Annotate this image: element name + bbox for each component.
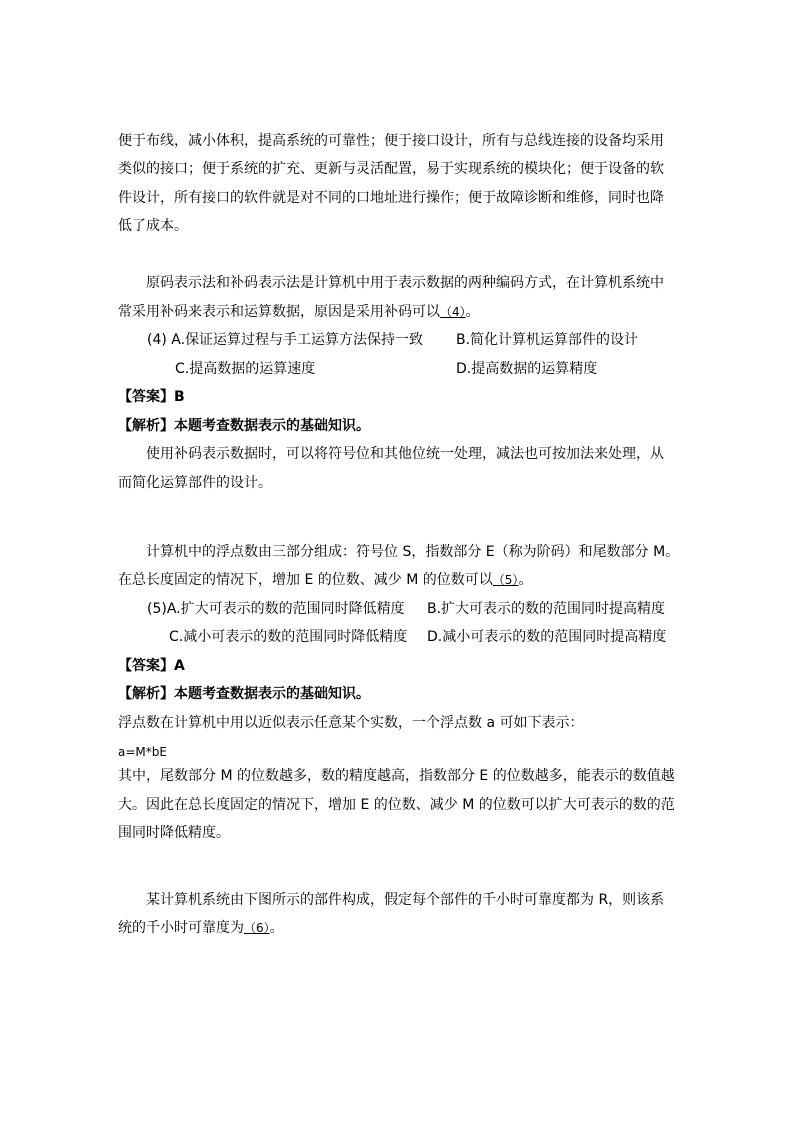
para1-line-4: 低了成本。 (118, 218, 188, 234)
q5-option-b: B.扩大可表示的数的范围同时提高精度 (427, 601, 666, 617)
q6-blank: （6） (244, 921, 270, 935)
q4-analysis-line-2: 而简化运算部件的设计。 (118, 475, 272, 491)
q4-stem-suffix: 。 (465, 304, 480, 320)
q4-stem-line-1: 原码表示法和补码表示法是计算机中用于表示数据的两种编码方式，在计算机系统中 (146, 275, 664, 291)
q4-answer: 【答案】B (118, 389, 185, 405)
q4-option-c: C.提高数据的运算速度 (175, 361, 316, 377)
q4-analysis-line-1: 使用补码表示数据时，可以将符号位和其他位统一处理，减法也可按加法来处理，从 (146, 446, 664, 462)
q5-stem-prefix: 在总长度固定的情况下，增加 E 的位数、减少 M 的位数可以 (118, 572, 493, 588)
q5-analysis-line-3: 大。因此在总长度固定的情况下，增加 E 的位数、减少 M 的位数可以扩大可表示的数的范 (118, 797, 675, 813)
q5-option-c: C.减小可表示的数的范围同时降低精度 (169, 629, 408, 645)
q4-blank: （4） (440, 305, 466, 319)
q5-analysis-label: 【解析】本题考查数据表示的基础知识。 (118, 686, 370, 702)
q6-stem-suffix: 。 (269, 920, 284, 936)
q5-blank: （5） (492, 573, 519, 587)
para1-line-2: 类似的接口；便于系统的扩充、更新与灵活配置，易于实现系统的模块化；便于设备的软 (118, 161, 664, 177)
q5-analysis-line-4: 围同时降低精度。 (118, 825, 230, 841)
q5-analysis-line-2: 其中，尾数部分 M 的位数越多，数的精度越高，指数部分 E 的位数越多，能表示的数值越 (118, 768, 675, 784)
q5-option-d: D.减小可表示的数的范围同时提高精度 (427, 629, 667, 645)
para1-line-3: 件设计，所有接口的软件就是对不同的口地址进行操作；便于故障诊断和维修，同时也降 (118, 190, 664, 206)
q4-option-b: B.简化计算机运算部件的设计 (456, 332, 639, 348)
q5-option-a: (5)A.扩大可表示的数的范围同时降低精度 (147, 601, 405, 617)
q5-stem-suffix: 。 (518, 572, 533, 588)
q5-answer: 【答案】A (118, 658, 185, 674)
q6-stem-line-2 (118, 918, 284, 938)
q6-stem-line-1: 某计算机系统由下图所示的部件构成，假定每个部件的千小时可靠度都为 R，则该系 (146, 892, 665, 908)
q5-stem-line-2 (118, 570, 532, 590)
q4-option-d: D.提高数据的运算精度 (456, 361, 598, 377)
q6-stem-prefix: 统的千小时可靠度为 (118, 920, 244, 936)
para1-line-1: 便于布线，减小体积，提高系统的可靠性；便于接口设计，所有与总线连接的设备均采用 (118, 133, 664, 149)
q5-stem-line-1: 计算机中的浮点数由三部分组成：符号位 S，指数部分 E（称为阶码）和尾数部分 M。 (146, 544, 680, 560)
q5-formula: a=M*bE (118, 745, 167, 759)
q4-option-a: (4) A.保证运算过程与手工运算方法保持一致 (147, 332, 424, 348)
q5-analysis-line-1: 浮点数在计算机中用以近似表示任意某个实数，一个浮点数 a 可如下表示： (118, 715, 584, 731)
q4-analysis-label: 【解析】本题考查数据表示的基础知识。 (118, 418, 370, 434)
q4-stem-line-2 (118, 302, 480, 322)
q4-stem-prefix: 常采用补码来表示和运算数据，原因是采用补码可以 (118, 304, 440, 320)
